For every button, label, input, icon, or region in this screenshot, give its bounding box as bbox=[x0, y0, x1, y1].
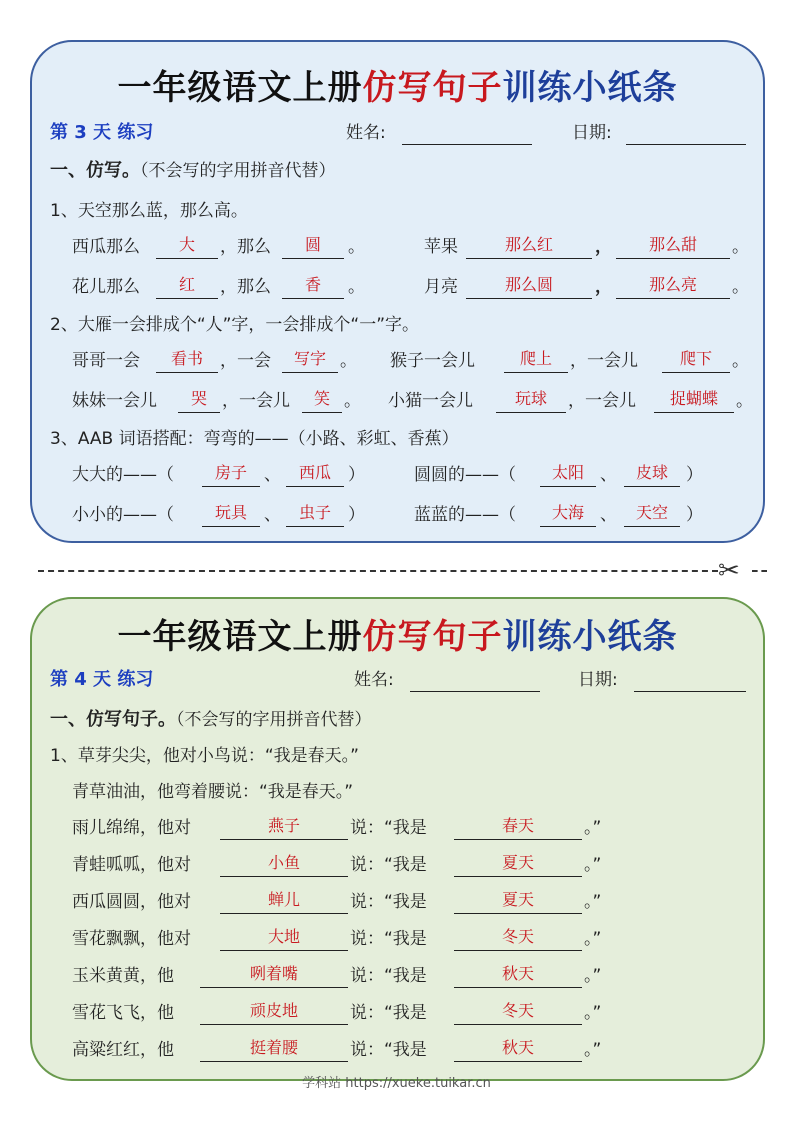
title-part-3: 训练小纸条 bbox=[502, 68, 678, 108]
answer-text: 玩具 bbox=[214, 503, 247, 522]
cut-line-end bbox=[752, 570, 767, 572]
answer-text: 皮球 bbox=[635, 463, 668, 482]
answer-text: 捉蝴蝶 bbox=[669, 389, 718, 408]
prompt-text: 说：“我是 bbox=[350, 1003, 427, 1023]
section-heading: 一、仿写。（不会写的字用拼音代替） bbox=[50, 160, 336, 181]
prompt-text: 妹妹一会儿 bbox=[72, 391, 157, 411]
prompt-text: 大大的——（ bbox=[72, 465, 174, 485]
punctuation: 。” bbox=[584, 818, 602, 838]
answer-text: 夏天 bbox=[501, 853, 534, 872]
answer-text: 大地 bbox=[267, 927, 300, 946]
answer-text: 玩球 bbox=[514, 389, 547, 408]
card-title bbox=[32, 60, 763, 109]
punctuation: 。” bbox=[584, 1003, 602, 1023]
example-sentence: 青草油油，他弯着腰说：“我是春天。” bbox=[72, 782, 354, 802]
date-label: 日期: bbox=[578, 670, 618, 690]
footer-watermark: 学科站 https://xueke.tuikar.cn bbox=[302, 1076, 491, 1091]
punctuation: 、 bbox=[600, 505, 617, 525]
answer-text: 蝉儿 bbox=[267, 890, 300, 909]
prompt-text: 说：“我是 bbox=[350, 855, 427, 875]
answer-text: 秋天 bbox=[501, 1038, 534, 1057]
day-label: 第 3 天 练习 bbox=[50, 122, 154, 143]
answer-text: 爬上 bbox=[519, 349, 552, 368]
worksheet-card-day4 bbox=[30, 597, 765, 1081]
punctuation: 。” bbox=[584, 1040, 602, 1060]
answer-text: 写字 bbox=[293, 349, 326, 368]
punctuation: 。” bbox=[584, 966, 602, 986]
prompt-text: 雪花飞飞，他 bbox=[72, 1003, 174, 1023]
prompt-text: 说：“我是 bbox=[350, 966, 427, 986]
punctuation: 。” bbox=[584, 892, 602, 912]
date-label: 日期: bbox=[572, 123, 612, 143]
title-part-1: 一年级语文上册 bbox=[117, 617, 363, 657]
answer-text: 天空 bbox=[635, 503, 668, 522]
answer-text: 燕子 bbox=[267, 816, 300, 835]
prompt-text: 小小的——（ bbox=[72, 505, 174, 525]
prompt-text: ，一会儿 bbox=[568, 391, 636, 411]
punctuation: 。 bbox=[732, 351, 749, 371]
title-part-1: 一年级语文上册 bbox=[117, 68, 363, 108]
answer-text: 哭 bbox=[190, 389, 207, 408]
punctuation: ） bbox=[686, 505, 703, 525]
prompt-text: 圆圆的——（ bbox=[414, 465, 516, 485]
prompt-text: 苹果 bbox=[424, 237, 458, 257]
prompt-text: 说：“我是 bbox=[350, 892, 427, 912]
prompt-text: 说：“我是 bbox=[350, 1040, 427, 1060]
answer-text: 西瓜 bbox=[298, 463, 331, 482]
question-3: 3、AAB 词语搭配：弯弯的——（小路、彩虹、香蕉） bbox=[50, 429, 459, 449]
prompt-text: 蓝蓝的——（ bbox=[414, 505, 516, 525]
worksheet-card-day3 bbox=[30, 40, 765, 543]
answer-text: 那么红 bbox=[504, 235, 553, 254]
punctuation: ， bbox=[595, 237, 612, 257]
date-field[interactable] bbox=[634, 669, 746, 692]
answer-text: 房子 bbox=[214, 463, 247, 482]
punctuation: 。 bbox=[340, 351, 357, 371]
prompt-text: 花儿那么 bbox=[72, 277, 140, 297]
punctuation: 。 bbox=[348, 237, 365, 257]
section-heading: 一、仿写句子。（不会写的字用拼音代替） bbox=[50, 709, 372, 730]
answer-text: 秋天 bbox=[501, 964, 534, 983]
card-title bbox=[32, 609, 763, 658]
answer-text: 冬天 bbox=[501, 927, 534, 946]
answer-text: 小鱼 bbox=[267, 853, 300, 872]
answer-text: 看书 bbox=[170, 349, 203, 368]
prompt-text: 西瓜那么 bbox=[72, 237, 140, 257]
prompt-text: 小猫一会儿 bbox=[388, 391, 473, 411]
answer-text: 夏天 bbox=[501, 890, 534, 909]
punctuation: 。 bbox=[732, 237, 749, 257]
question-1: 1、草芽尖尖，他对小鸟说：“我是春天。” bbox=[50, 746, 359, 766]
answer-text: 春天 bbox=[501, 816, 534, 835]
prompt-text: 猴子一会儿 bbox=[390, 351, 475, 371]
answer-text: 香 bbox=[304, 275, 321, 294]
prompt-text: 月亮 bbox=[424, 277, 458, 297]
punctuation: 。 bbox=[348, 277, 365, 297]
prompt-text: ，一会儿 bbox=[222, 391, 290, 411]
name-field[interactable] bbox=[402, 122, 532, 145]
answer-text: 那么甜 bbox=[648, 235, 697, 254]
prompt-text: 玉米黄黄，他 bbox=[72, 966, 174, 986]
cut-line bbox=[38, 570, 718, 572]
prompt-text: 西瓜圆圆，他对 bbox=[72, 892, 191, 912]
answer-text: 挺着腰 bbox=[249, 1038, 298, 1057]
prompt-text: 青蛙呱呱，他对 bbox=[72, 855, 191, 875]
prompt-text: 说：“我是 bbox=[350, 929, 427, 949]
punctuation: ） bbox=[686, 465, 703, 485]
punctuation: 、 bbox=[600, 465, 617, 485]
answer-text: 大 bbox=[178, 235, 195, 254]
name-label: 姓名: bbox=[354, 670, 394, 690]
punctuation: 。” bbox=[584, 855, 602, 875]
punctuation: ） bbox=[348, 465, 365, 485]
punctuation: 。” bbox=[584, 929, 602, 949]
question-1: 1、天空那么蓝，那么高。 bbox=[50, 201, 248, 221]
prompt-text: ，一会儿 bbox=[570, 351, 638, 371]
punctuation: 。 bbox=[344, 391, 361, 411]
answer-text: 大海 bbox=[551, 503, 584, 522]
title-part-2: 仿写句子 bbox=[362, 617, 503, 657]
answer-text: 圆 bbox=[304, 235, 321, 254]
answer-text: 太阳 bbox=[551, 463, 584, 482]
name-field[interactable] bbox=[410, 669, 540, 692]
punctuation: 、 bbox=[264, 505, 281, 525]
answer-text: 咧着嘴 bbox=[249, 964, 298, 983]
prompt-text: 说：“我是 bbox=[350, 818, 427, 838]
punctuation: 。 bbox=[736, 391, 753, 411]
title-part-3: 训练小纸条 bbox=[502, 617, 678, 657]
answer-text: 爬下 bbox=[679, 349, 712, 368]
prompt-text: ，一会 bbox=[220, 351, 271, 371]
punctuation: 。 bbox=[732, 277, 749, 297]
prompt-text: 哥哥一会 bbox=[72, 351, 140, 371]
answer-text: 虫子 bbox=[298, 503, 331, 522]
punctuation: ， bbox=[595, 277, 612, 297]
prompt-text: 雪花飘飘，他对 bbox=[72, 929, 191, 949]
answer-text: 那么亮 bbox=[648, 275, 697, 294]
prompt-text: ，那么 bbox=[220, 277, 271, 297]
answer-text: 笑 bbox=[313, 389, 330, 408]
punctuation: 、 bbox=[264, 465, 281, 485]
date-field[interactable] bbox=[626, 122, 746, 145]
punctuation: ） bbox=[348, 505, 365, 525]
prompt-text: 高粱红红，他 bbox=[72, 1040, 174, 1060]
prompt-text: 雨儿绵绵，他对 bbox=[72, 818, 191, 838]
scissors-icon: ✂ bbox=[718, 556, 740, 586]
name-label: 姓名: bbox=[346, 123, 386, 143]
answer-text: 那么圆 bbox=[504, 275, 553, 294]
question-2: 2、大雁一会排成个“人”字，一会排成个“一”字。 bbox=[50, 315, 420, 335]
day-label: 第 4 天 练习 bbox=[50, 669, 154, 690]
answer-text: 冬天 bbox=[501, 1001, 534, 1020]
prompt-text: ，那么 bbox=[220, 237, 271, 257]
answer-text: 顽皮地 bbox=[249, 1001, 298, 1020]
answer-text: 红 bbox=[178, 275, 195, 294]
title-part-2: 仿写句子 bbox=[362, 68, 503, 108]
